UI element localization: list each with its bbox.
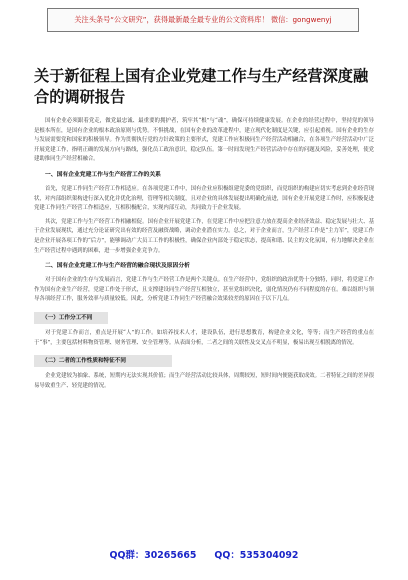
body-paragraph: 对于国有企业的生存与发展而言，党建工作与生产经营工作是两个关键点。在生产经营中，党组织的政治优势十分独特，同时，将党建工作作为国有企业生产经营，党建工作处于形式，且支撑建设同生产经营互相独立，甚至党组织决化，弱化情况仍有不同程度的存在。难以组织与领导各项经营工作，服务效率与质量较低。因此，分析党建工作同生产经营融合效果较差的原因在于以下几点。 [34,277,374,303]
subsection-heading-1: （一）工作分工不同 [34,312,108,324]
body-paragraph: 企业党建较为抽象、系统，短期内无法实现其价值；而生产经营活动比较具体，周期较短，短时间内便能获取成效。二者特征之间的差异很易导致重生产、轻党建的情况。 [34,373,374,389]
body-paragraph: 其次，党建工作与生产经营工作相融相促。国有企业开展党建工作，在党建工作中应把注意力放在提高企业经济效益、稳定发展与壮大、基于企业发展现状，通过充分论证研究出有效的经营及融资战略，调动企业潜在实力。总之，对于企业而言，生产经营工作是“主力军”，党建工作是企业开展各项工作的“后方”，能够调动广大员工工作的积极性，确保企业内部处于稳定状态，提高和谐、民主的文化氛围，有力地解决企业在生产经营过程中遇到的困难，进一步增强企业竞争力。 [34,218,374,254]
document-body [34,117,374,395]
subsection-heading-2: （二）二者的工作性质和特征不同 [34,355,172,367]
promo-banner-text: 关注头条号“公文研究”，获得最新最全最专业的公文资料库！ 微信：gongwenyj [74,15,332,24]
document-title: 关于新征程上国有企业党建工作与生产经营深度融合的调研报告 [34,67,369,106]
qq-group-text: QQ群：30265665 [109,550,197,561]
qq-contact-text: QQ：535304092 [214,550,299,561]
body-paragraph: 首先，党建工作同生产经营工作相适应。在各项党建工作中，国有企业应积极组建党委的党组织，而党组织的构建应切实考虑到企业经营现状，对内部组织架构进行深入优化并优化治理，管理等相关制度，且对企业的具体发展提出明确化前进，国有企业开展党建工作时，应积极促进党建工作同生产经营工作相适应，互相积极配合，实现内部互动，共同致力于企业发展。 [34,185,374,212]
section-heading-2: 二、国有企业党建工作与生产经营的融合现状及原因分析 [45,263,190,270]
contact-footer [0,543,408,565]
section-heading-1: 一、国有企业党建工作与生产经营工作的关系 [45,171,161,178]
intro-paragraph: 国有企业必须跟着党走，做党最忠诚、最重要的拥护者，筑牢其“根”与“魂”，确保可持续健康发展。在企业的经营过程中，坚持党的领导是根本所在，是国有企业的根本政治原则与优势。不惧挑战，在国有企业的改革进程中，建立现代化制度是关键，应引起重视。国有企业的生存与发展需要党和国家的积极领导。作为贯彻执行党的方针政策的主要形式，党建工作应积极同生产经营活动相融合，在各项生产经营活动中广泛开展党建工作，指明正确的发展方向与路线，强化员工政治意识，稳定队伍。第一时间发现生产经营活动中存在的问题及风险，妥善处理，使党建助推同生产经营相融合。 [34,118,374,163]
body-paragraph: 对于党建工作而言，重点是开展“人”的工作。如培养技术人才，建设队伍，进行思想教育，构建企业文化，等等；而生产经营的重点在于“事”，主要包括材料物资管理、财务管理、安全管理等。从表面分析，二者之间的关联性及交叉点不明显，极易出现互相脱离的情况。 [34,329,374,346]
promo-banner [47,8,359,32]
